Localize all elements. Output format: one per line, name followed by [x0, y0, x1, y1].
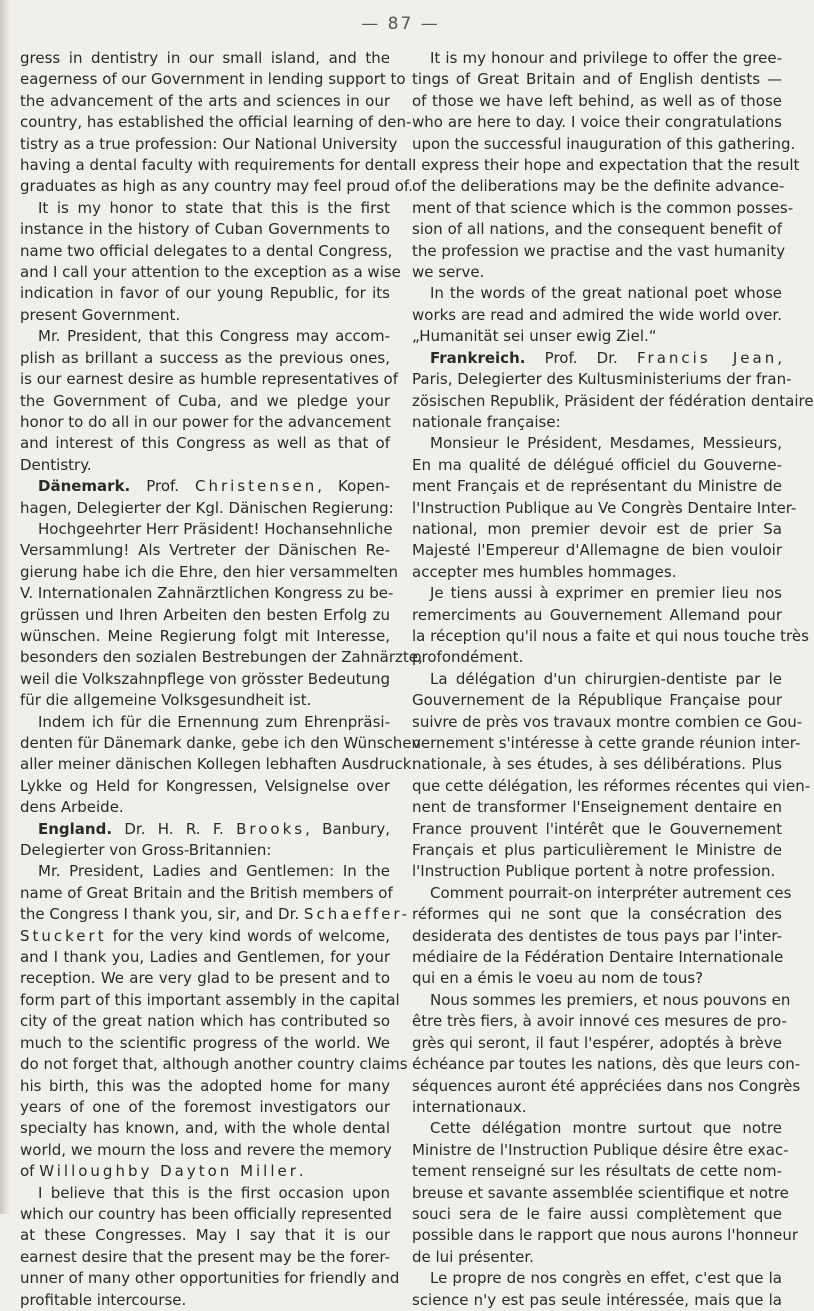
right_column-line: France prouvent l'intérêt que le Gouvernement — [412, 819, 782, 838]
right_column-line: possible dans le rapport que nous aurons l'honneur — [412, 1226, 799, 1245]
right_column-line: who are here to day. I voice their congratulations — [412, 113, 782, 132]
left_column-line: and I thank you, Ladies and Gentlemen, for your — [20, 948, 390, 967]
right_column-line: upon the successful inauguration of this gathering. — [412, 134, 796, 153]
left_column-line: gress in dentistry in our small island, and the — [20, 49, 390, 67]
left_column-line: hagen, Delegierter der Kgl. Dänischen Regierung: — [20, 498, 394, 517]
left_column-line: country, has established the official learning of den- — [20, 113, 412, 132]
left_column-line: specialty has known, and, with the whole dental — [20, 1119, 390, 1138]
right_column-line: Cette délégation montre surtout que notre — [430, 1119, 782, 1138]
right_column-line: „Humanität sei unser ewig Ziel.“ — [412, 327, 657, 346]
right_column-line: desiderata des dentistes de tous pays par l'inter- — [412, 926, 782, 945]
left_column-line: aller meiner dänischen Kollegen lebhaften Ausdruck: — [20, 755, 417, 774]
left_column-line: at these Congresses. May I say that it is our — [20, 1226, 390, 1245]
right_column-line: Nous sommes les premiers, et nous pouvons en — [430, 990, 791, 1009]
right_column-line: l'Instruction Publique portent à notre profession. — [412, 862, 776, 881]
right_column-line: séquences auront été appréciées dans nos Congrès — [412, 1076, 801, 1095]
left_column-line: wünschen. Meine Regierung folgt mit Interesse, — [20, 626, 390, 645]
left_column-line: years of one of the foremost investigators our — [20, 1097, 390, 1116]
right_column-line: vernement s'intéresse à cette grande réunion inter- — [412, 734, 801, 752]
left_column-line: do not forget that, although another country claims — [20, 1055, 408, 1074]
left_column-line: is our earnest desire as humble representatives of — [20, 370, 399, 389]
left_column-line: present Government. — [20, 305, 181, 324]
left_column-line: profitable intercourse. — [20, 1290, 187, 1309]
right_column-line: échéance par toutes les nations, dès que leurs con- — [412, 1055, 801, 1074]
left_column-line: denten für Dänemark danke, gebe ich den Wünschen — [20, 734, 422, 752]
left_column-line: Lykke og Held for Kongressen, Velsignelse over — [20, 776, 390, 795]
right_column-line: Frankreich. Prof. Dr. Francis Jean, — [430, 348, 782, 367]
left_column-line: instance in the history of Cuban Governments to — [20, 220, 390, 239]
left_column-line: honor to do all in our power for the advancement — [20, 412, 391, 431]
left_column-line: besonders den sozialen Bestrebungen der Zahnärzte, — [20, 648, 423, 667]
left_column-line: and interest of this Congress as well as that of — [20, 434, 390, 453]
left_column-line: Hochgeehrter Herr Präsident! Hochansehnliche — [38, 519, 393, 538]
left_column-line: England. Dr. H. R. F. Brooks, Banbury, — [38, 819, 390, 838]
right_column-line: sion of all nations, and the consequent benefit of — [412, 220, 782, 239]
left_column-line: weil die Volkszahnpflege von grösster Bedeutung — [20, 669, 390, 688]
right_column-line: nent de transformer l'Enseignement dentaire en — [412, 798, 782, 817]
right_column-line: the profession we practise and the vast humanity — [412, 241, 786, 260]
right_column-line: que cette délégation, les réformes récentes qui vien- — [412, 776, 811, 795]
left_column-line: gierung habe ich die Ehre, den hier versammelten — [20, 562, 398, 581]
right_column-line: Monsieur le Président, Mesdames, Messieurs, — [430, 434, 782, 453]
right_column-line: we serve. — [412, 263, 485, 282]
right_column-line: Majesté l'Empereur d'Allemagne de bien vouloir — [412, 541, 782, 560]
right_column-line: réformes qui ne sont que la consécration des — [412, 905, 782, 924]
left_column-line: form part of this important assembly in the capital — [20, 990, 400, 1009]
right_column-line: zösischen Republik, Präsident der fédération dentaire — [412, 391, 814, 410]
right_column-line: I express their hope and expectation that the result — [412, 156, 800, 175]
right_column-line: of those we have left behind, as well as of those — [412, 91, 782, 110]
right_column-line: works are read and admired the wide world over. — [412, 305, 782, 324]
right_column-line: nationale, à ses études, à ses délibérations. Plus — [412, 755, 782, 774]
right_column-line: accepter mes humbles hommages. — [412, 562, 677, 581]
right_column-line: de lui présenter. — [412, 1247, 534, 1266]
left_column-line: dens Arbeide. — [20, 798, 124, 817]
right_column-line: l'Instruction Publique au Ve Congrès Dentaire Inter- — [412, 498, 797, 517]
left_column-line: Stuckert for the very kind words of welcome, — [20, 926, 390, 945]
left_column-line: Delegierter von Gross-Britannien: — [20, 841, 272, 860]
right_column-line: profondément. — [412, 648, 524, 667]
right_column-line: grès qui seront, il faut l'espérer, adoptés à brève — [412, 1033, 782, 1052]
right_column-line: Le propre de nos congrès en effet, c'est que la — [430, 1269, 782, 1288]
left_column-line: and I call your attention to the exception as a wise — [20, 263, 401, 282]
left_column-line: earnest desire that the present may be the forer- — [20, 1247, 390, 1266]
left_column-line: his birth, this was the adopted home for many — [20, 1076, 390, 1095]
left_column-line: city of the great nation which has contributed so — [20, 1012, 390, 1031]
right_column-line: It is my honour and privilege to offer the gree- — [430, 49, 782, 67]
right_column-line: ment Français et de représentant du Ministre de — [412, 477, 782, 496]
right_column-line: ment of that science which is the common posses- — [412, 198, 794, 217]
left_column-line: reception. We are very glad to be present and to — [20, 969, 390, 988]
right_column-line: of the deliberations may be the definite advance- — [412, 177, 785, 196]
left_column-line: indication in favor of our young Republic, for its — [20, 284, 390, 303]
right_column-line: suivre de près vos travaux montre combien ce Gou- — [412, 712, 803, 731]
right_column-line: Comment pourrait-on interpréter autrement ces — [430, 883, 792, 902]
right_column-line: la réception qu'il nous a faite et qui nous touche très — [412, 626, 809, 645]
right_column-line: breuse et savante assemblée scientifique et notre — [412, 1183, 789, 1202]
right_column-line: tings of Great Britain and of English dentists — — [412, 70, 782, 89]
right_column-line: Ministre de l'Instruction Publique désire être exac- — [412, 1140, 789, 1159]
right_column-line: science n'y est pas seule intéressée, mais que la — [412, 1290, 782, 1309]
left_column-line: name of Great Britain and the British members of — [20, 883, 393, 902]
left_column-line: tistry as a true profession: Our National University — [20, 134, 398, 153]
right_column-line: La délégation d'un chirurgien-dentiste par le — [430, 669, 782, 688]
left_column-line: having a dental faculty with requirements for dental — [20, 156, 413, 175]
left_column-line: the advancement of the arts and sciences in our — [20, 91, 390, 110]
left_column-line: Dänemark. Prof. Christensen, Kopen- — [38, 477, 390, 496]
right_column-line: En ma qualité de délégué officiel du Gouverne- — [412, 455, 782, 474]
page-number: — 87 — — [361, 14, 440, 34]
left_column-line: grüssen und Ihren Arbeiten den besten Erfolg zu — [20, 605, 390, 624]
left_column-line: plish as brillant a success as the previous ones, — [20, 348, 390, 367]
right_column-line: qui en a émis le voeu au nom de tous? — [412, 969, 704, 988]
left_column-line: Versammlung! Als Vertreter der Dänischen Re- — [20, 541, 390, 560]
left_column-line: V. Internationalen Zahnärztlichen Kongress zu be- — [20, 584, 394, 603]
left_column-line: Mr. President, that this Congress may accom- — [38, 327, 390, 346]
left_column-line: world, we mourn the loss and revere the memory — [20, 1140, 392, 1159]
right_column-line: Je tiens aussi à exprimer en premier lieu nos — [430, 584, 782, 603]
right_column-line: tement renseigné sur les résultats de cette nom- — [412, 1162, 782, 1181]
right_column-line: être très fiers, à avoir innové ces mesures de pro- — [412, 1012, 787, 1031]
right_column-line: In the words of the great national poet whose — [430, 284, 782, 303]
left_column-line: It is my honor to state that this is the first — [38, 198, 390, 217]
left_column-line: the Congress I thank you, sir, and Dr. Schaeffer- — [20, 905, 411, 924]
left_column-line: much to the scientific progress of the world. We — [20, 1033, 390, 1052]
left_column-line: Indem ich für die Ernennung zum Ehrenpräsi- — [38, 712, 390, 731]
left_column-line: für die allgemeine Volksgesundheit ist. — [20, 691, 312, 710]
right_column-line: médiaire de la Fédération Dentaire Internationale — [412, 948, 784, 967]
left_column-line: eagerness of our Government in lending support to — [20, 70, 406, 89]
left_column-line: Dentistry. — [20, 455, 92, 474]
left_column-line: of Willoughby Dayton Miller. — [20, 1162, 304, 1181]
right_column-line: souci sera de le faire aussi complètement que — [412, 1204, 782, 1223]
left_column-line: name two official delegates to a dental Congress, — [20, 241, 393, 260]
left_column-line: Mr. President, Ladies and Gentlemen: In the — [38, 862, 390, 881]
left_column-line: I believe that this is the first occasion upon — [38, 1183, 390, 1202]
right_column-line: remerciments au Gouvernement Allemand pour — [412, 605, 782, 624]
right_column-line: Paris, Delegierter des Kultusministeriums der fran- — [412, 370, 792, 389]
right_column-line: internationaux. — [412, 1097, 527, 1116]
right_column-line: Français et plus particulièrement le Ministre de — [412, 841, 782, 860]
left_column-line: which our country has been officially represented — [20, 1204, 392, 1223]
right-column — [412, 48, 814, 1311]
left_column-line: graduates as high as any country may feel proud of. — [20, 177, 413, 196]
page-binding-shadow — [0, 0, 10, 1214]
right_column-line: national, mon premier devoir est de prier Sa — [412, 519, 782, 538]
left_column-line: the Government of Cuba, and we pledge your — [20, 391, 390, 410]
right_column-line: Gouvernement de la République Française pour — [412, 691, 782, 710]
left_column-line: unner of many other opportunities for friendly and — [20, 1269, 400, 1288]
left-column — [20, 48, 423, 1311]
right_column-line: nationale française: — [412, 412, 561, 431]
